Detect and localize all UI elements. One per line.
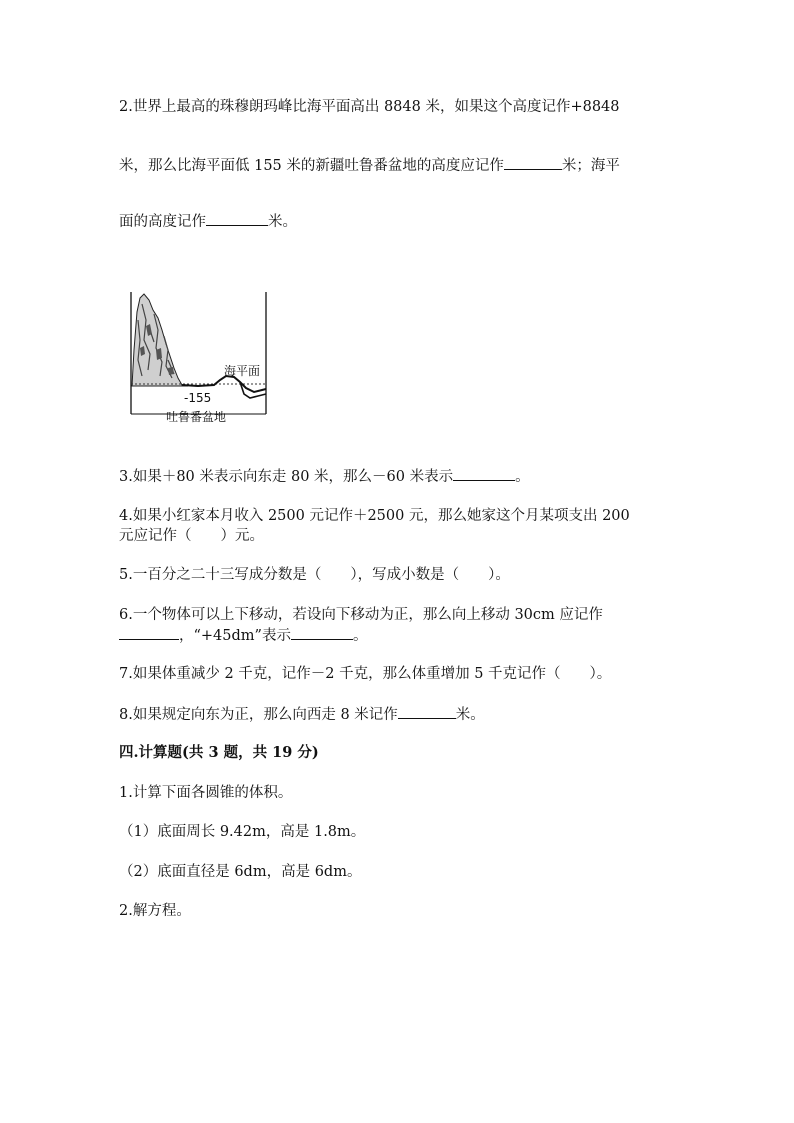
q2-line3-tail: 米。: [268, 214, 297, 230]
q8-answer-blank[interactable]: [398, 704, 456, 719]
q2-line2: [119, 155, 620, 176]
q4-line1: 4.如果小红家本月收入 2500 元记作＋2500 元，那么她家这个月某项支出 200: [119, 508, 630, 524]
elevation-figure: [128, 290, 270, 430]
q8-text: 8.如果规定向东为正，那么向西走 8 米记作: [119, 707, 398, 723]
section4-heading: 四.计算题(共 3 题，共 19 分): [119, 744, 319, 761]
q3-answer-blank[interactable]: [453, 466, 515, 481]
q2-line3-text: 面的高度记作: [119, 214, 206, 230]
q6-line2: [119, 625, 367, 646]
q2-answer-blank-2[interactable]: [206, 211, 268, 226]
q6-line2-tail: 。: [352, 628, 368, 644]
q5: 5.一百分之二十三写成分数是（ ），写成小数是（ ）。: [119, 567, 510, 583]
basin-label: 吐鲁番盆地: [166, 410, 227, 424]
q8-tail: 米。: [455, 707, 485, 723]
q7: 7.如果体重减少 2 千克，记作－2 千克，那么体重增加 5 千克记作（ ）。: [119, 666, 612, 682]
q6-line2-text: ，“+45dm”表示: [179, 628, 291, 644]
q2-line1: 2.世界上最高的珠穆朗玛峰比海平面高出 8848 米，如果这个高度记作+8848: [119, 99, 620, 115]
section4-q1-sub2: （2）底面直径是 6dm，高是 6dm。: [119, 864, 362, 880]
q2-line3: [119, 211, 297, 232]
q3: [119, 466, 530, 487]
q3-tail: 。: [515, 469, 530, 485]
q6-line1: 6.一个物体可以上下移动，若设向下移动为正，那么向上移动 30cm 应记作: [119, 607, 603, 623]
q3-text: 3.如果＋80 米表示向东走 80 米，那么－60 米表示: [119, 469, 454, 485]
q6-answer-blank-2[interactable]: [291, 625, 353, 640]
section4-q2: 2.解方程。: [119, 903, 191, 919]
q2-line2-tail: 米；海平: [561, 158, 620, 174]
sea-level-label: 海平面: [224, 364, 261, 378]
q8: [119, 704, 485, 725]
q2-line2-text: 米，那么比海平面低 155 米的新疆吐鲁番盆地的高度应记作: [119, 158, 504, 174]
section4-q1: 1.计算下面各圆锥的体积。: [119, 785, 293, 801]
q4-line2: 元应记作（ ）元。: [119, 528, 264, 544]
q2-answer-blank-1[interactable]: [504, 155, 562, 170]
section4-q1-sub1: （1）底面周长 9.42m，高是 1.8m。: [119, 824, 366, 840]
depth-label: -155: [184, 391, 212, 405]
q6-answer-blank-1[interactable]: [119, 625, 179, 640]
